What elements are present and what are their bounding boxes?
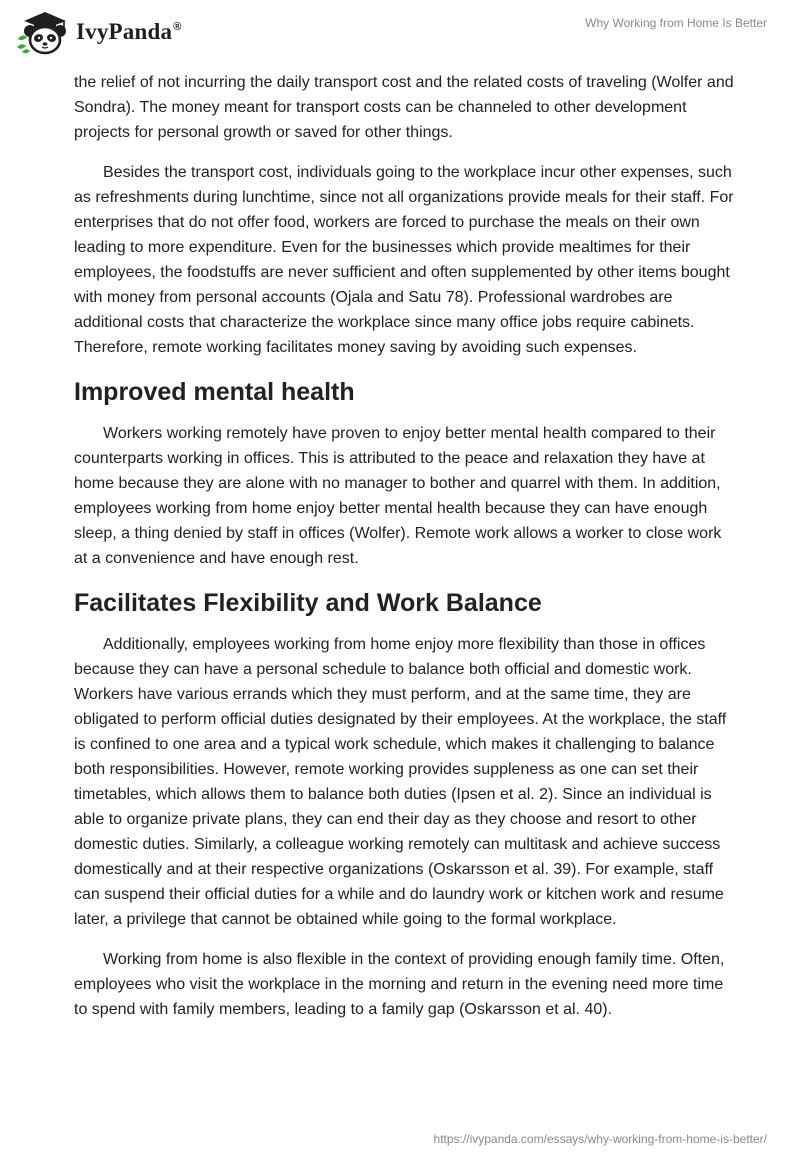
section-heading-mental-health: Improved mental health xyxy=(74,378,355,406)
ivypanda-logo[interactable] xyxy=(14,6,182,58)
panda-graduate-icon xyxy=(14,7,72,57)
source-url[interactable]: https://ivypanda.com/essays/why-working-from-home-is-better/ xyxy=(433,1132,767,1146)
paragraph-5: Working from home is also flexible in the context of providing enough family time. Often, employees who visit the workplace in the morning and return in the evening need more time to spend with family members, leading to a family gap (Oskarsson et al. 40). xyxy=(74,951,725,1018)
essay-body xyxy=(74,70,734,1022)
document-title: Why Working from Home Is Better xyxy=(585,16,767,30)
paragraph-4: Additionally, employees working from home enjoy more flexibility than those in offices because they can have a personal schedule to balance both official and domestic work. Workers have various errands which they must perform, and at the same time, they are obligated to perform official duties designated by their employees. At the workplace, the staff is confined to one area and a typical work schedule, which makes it challenging to balance both responsibilities. However, remote working provides suppleness as one can set their timetables, which allows them to balance both duties (Ipsen et al. 2). Since an individual is able to organize private plans, they can end their day as they choose and resort to other domestic duties. Similarly, a colleague working remotely can multitask and achieve success domestically and at their respective organizations (Oskarsson et al. 39). For example, staff can suspend their official duties for a while and do laundry work or kitchen work and resume later, a privilege that cannot be obtained while going to the formal workplace. xyxy=(74,636,727,928)
paragraph-3: Workers working remotely have proven to enjoy better mental health compared to their counterparts working in offices. This is attributed to the peace and relaxation they have at home because they are alone with no manager to bother and quarrel with them. In addition, employees working from home enjoy better mental health because they can have enough sleep, a thing denied by staff in offices (Wolfer). Remote work allows a worker to close work at a convenience and have enough rest. xyxy=(74,425,722,567)
brand-name: IvyPanda® xyxy=(76,19,182,44)
section-heading-flexibility: Facilitates Flexibility and Work Balance xyxy=(74,589,542,617)
registered-mark: ® xyxy=(173,21,182,34)
page-header xyxy=(0,0,800,60)
paragraph-1: the relief of not incurring the daily transport cost and the related costs of traveling (Wolfer and Sondra). The money meant for transport costs can be channeled to other development projects for personal growth or saved for other things. xyxy=(74,74,734,141)
paragraph-2: Besides the transport cost, individuals going to the workplace incur other expenses, such as refreshments during lunchtime, since not all organizations provide meals for their staff. For enterprises that do not offer food, workers are forced to purchase the meals on their own leading to more expenditure. Even for the businesses which provide mealtimes for their employees, the foodstuffs are never sufficient and often supplemented by other items bought with money from personal accounts (Ojala and Satu 78). Professional wardrobes are additional costs that characterize the workplace since many office jobs require cabinets. Therefore, remote working facilitates money saving by avoiding such expenses. xyxy=(74,164,734,356)
